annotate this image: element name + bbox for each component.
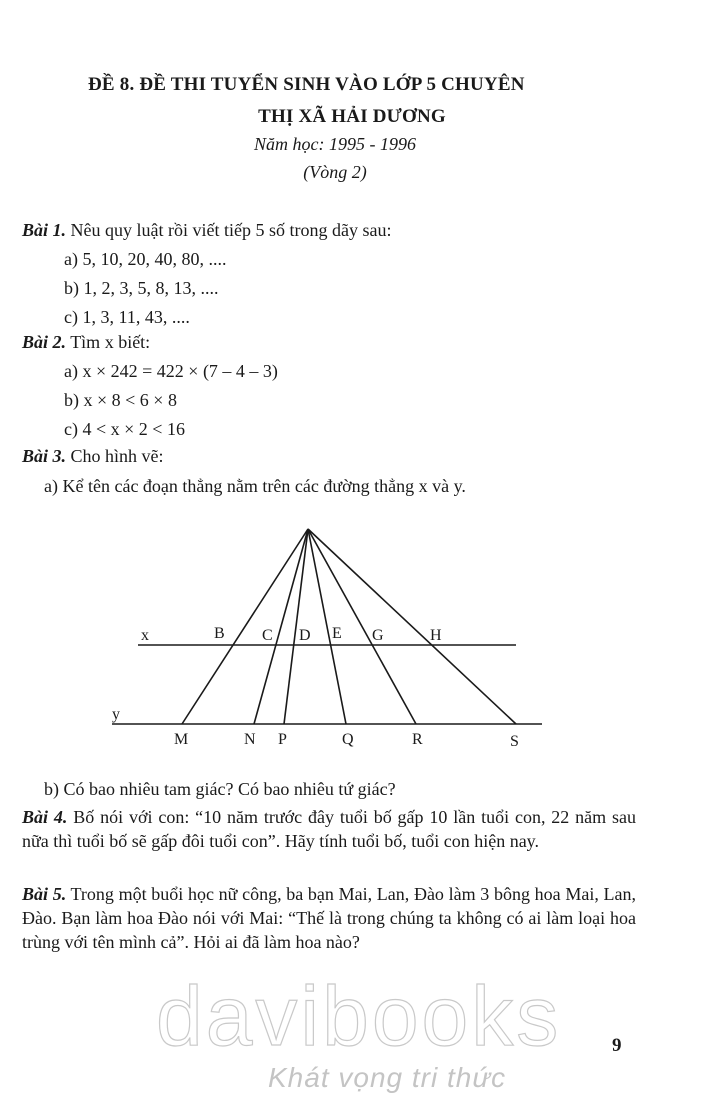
bai2-item-b: b) x × 8 < 6 × 8 xyxy=(64,390,177,410)
ray-to-m xyxy=(182,529,308,724)
point-e: E xyxy=(332,625,342,642)
exam-round: (Vòng 2) xyxy=(303,162,367,182)
exam-subtitle: THỊ XÃ HẢI DƯƠNG xyxy=(258,106,446,127)
exam-title: ĐỀ 8. ĐỀ THI TUYỂN SINH VÀO LỚP 5 CHUYÊN xyxy=(88,74,525,95)
bai5-text: Trong một buổi học nữ công, ba bạn Mai, Lan, Đào làm 3 bông hoa Mai, Lan, Đào. Bạn làm hoa Đào nói với Mai: “Thế là trong chúng ta không có ai làm loại hoa trùng với tên mình cả”. Hỏi ai đã làm hoa nào? xyxy=(22,884,636,952)
point-d: D xyxy=(299,627,311,644)
point-s: S xyxy=(510,733,519,750)
point-c: C xyxy=(262,627,273,644)
bai2-heading xyxy=(22,331,150,353)
point-g: G xyxy=(372,627,384,644)
point-b: B xyxy=(214,625,225,642)
geometry-figure xyxy=(0,500,704,760)
point-n: N xyxy=(244,731,256,748)
bai3-text: Cho hình vẽ: xyxy=(66,446,164,466)
bai4-label: Bài 4. xyxy=(22,807,68,827)
bai4-paragraph xyxy=(22,805,636,853)
point-r: R xyxy=(412,731,423,748)
ray-to-r xyxy=(308,529,416,724)
page-number: 9 xyxy=(612,1035,622,1056)
watermark-slogan: Khát vọng tri thức xyxy=(268,1062,507,1093)
school-year: Năm học: 1995 - 1996 xyxy=(254,134,416,154)
point-h: H xyxy=(430,627,442,644)
bai1-text: Nêu quy luật rồi viết tiếp 5 số trong dãy sau: xyxy=(66,220,392,240)
point-m: M xyxy=(174,731,189,748)
watermark-brand: davibooks xyxy=(156,969,562,1063)
bai3-item-a: a) Kể tên các đoạn thẳng nằm trên các đường thẳng x và y. xyxy=(44,476,466,496)
bai1-item-b: b) 1, 2, 3, 5, 8, 13, .... xyxy=(64,278,219,298)
label-line-x: x xyxy=(141,627,149,644)
bai2-item-c: c) 4 < x × 2 < 16 xyxy=(64,419,185,439)
bai1-heading xyxy=(22,219,391,241)
bai1-label: Bài 1. xyxy=(22,220,67,240)
bai2-text: Tìm x biết: xyxy=(66,332,151,352)
bai2-label: Bài 2. xyxy=(22,332,67,352)
bai3-label: Bài 3. xyxy=(22,446,67,466)
bai5-paragraph xyxy=(22,882,636,954)
bai3-heading xyxy=(22,445,164,467)
bai3-item-b: b) Có bao nhiêu tam giác? Có bao nhiêu tứ giác? xyxy=(44,779,396,799)
bai4-text: Bố nói với con: “10 năm trước đây tuổi bố gấp 10 lần tuổi con, 22 năm sau nữa thì tuổi bố sẽ gấp đôi tuổi con”. Hãy tính tuổi bố, tuổi con hiện nay. xyxy=(22,807,637,851)
point-q: Q xyxy=(342,731,354,748)
bai1-item-c: c) 1, 3, 11, 43, .... xyxy=(64,307,190,327)
bai5-label: Bài 5. xyxy=(22,884,67,904)
point-p: P xyxy=(278,731,287,748)
label-line-y: y xyxy=(112,706,120,723)
bai2-item-a: a) x × 242 = 422 × (7 – 4 – 3) xyxy=(64,361,278,381)
bai1-item-a: a) 5, 10, 20, 40, 80, .... xyxy=(64,249,227,269)
